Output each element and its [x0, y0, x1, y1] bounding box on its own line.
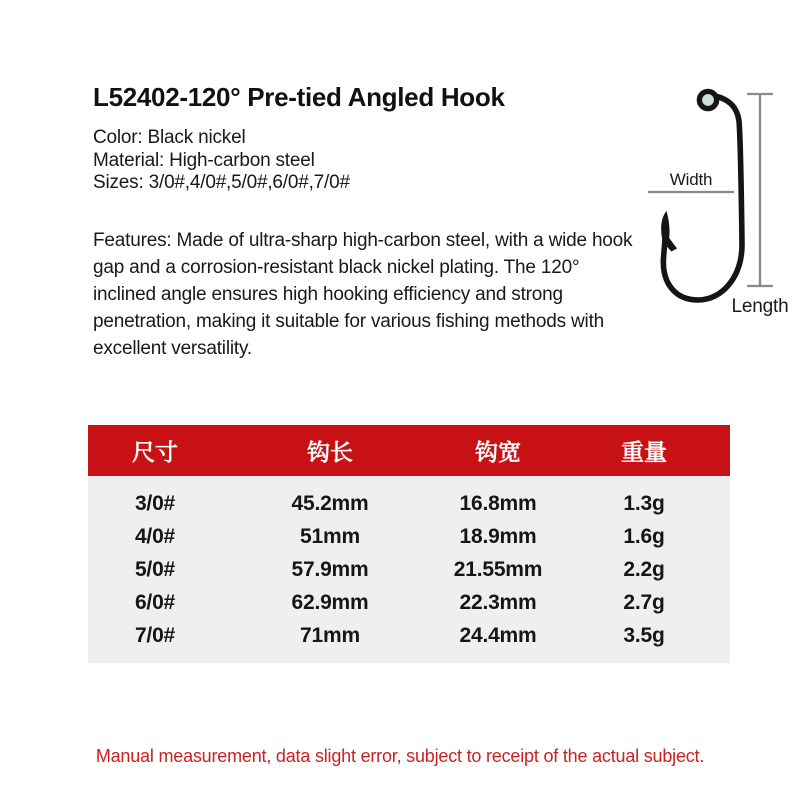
cell-size: 3/0#	[134, 491, 176, 515]
cell-hook-width: 21.55mm	[453, 557, 543, 581]
cell-hook-length: 71mm	[300, 623, 360, 647]
table-row	[88, 520, 730, 553]
cell-weight: 1.3g	[623, 491, 665, 515]
hook-eye-icon	[699, 91, 716, 108]
page-title: L52402-120° Pre-tied Angled Hook	[93, 82, 505, 112]
table-header-row	[88, 425, 730, 476]
hook-shank	[663, 96, 742, 300]
spec-sizes: Sizes: 3/0#,4/0#,5/0#,6/0#,7/0#	[93, 172, 350, 193]
hook-diagram	[628, 76, 800, 324]
header-size: 尺寸	[132, 439, 178, 465]
table-row	[88, 619, 730, 652]
cell-weight: 1.6g	[623, 524, 665, 548]
spec-material: Material: High-carbon steel	[93, 149, 315, 171]
spec-color: Color: Black nickel	[93, 127, 246, 148]
header-hook-width: 钩宽	[475, 439, 521, 465]
cell-size: 6/0#	[134, 590, 176, 614]
cell-hook-length: 57.9mm	[291, 557, 369, 581]
size-spec-table	[88, 425, 730, 663]
cell-hook-width: 22.3mm	[459, 590, 537, 614]
table-body	[88, 476, 730, 663]
cell-size: 5/0#	[134, 557, 176, 581]
disclaimer-note: Manual measurement, data slight error, subject to receipt of the actual subject.	[95, 746, 705, 766]
features-paragraph: Features: Made of ultra-sharp high-carbon steel, with a wide hook gap and a corrosion-resistant black nickel plating. The 120° inclined angle ensures high hooking efficiency and strong penetration, making it suitable for various fishing methods with excellent versatility.	[93, 230, 633, 359]
cell-hook-width: 16.8mm	[459, 491, 537, 515]
table-row	[88, 586, 730, 619]
cell-hook-width: 24.4mm	[459, 623, 537, 647]
width-label: Width	[669, 170, 713, 189]
length-label: Length	[731, 296, 789, 317]
cell-hook-width: 18.9mm	[459, 524, 537, 548]
cell-size: 7/0#	[134, 623, 176, 647]
cell-size: 4/0#	[134, 524, 176, 548]
table-row	[88, 553, 730, 586]
cell-hook-length: 62.9mm	[291, 590, 369, 614]
cell-hook-length: 51mm	[300, 524, 360, 548]
cell-weight: 2.7g	[623, 590, 665, 614]
cell-weight: 2.2g	[623, 557, 665, 581]
spec-list	[93, 127, 350, 195]
cell-weight: 3.5g	[623, 623, 665, 647]
header-weight: 重量	[621, 439, 667, 465]
table-row	[88, 487, 730, 520]
cell-hook-length: 45.2mm	[291, 491, 369, 515]
header-hook-length: 钩长	[307, 439, 353, 465]
